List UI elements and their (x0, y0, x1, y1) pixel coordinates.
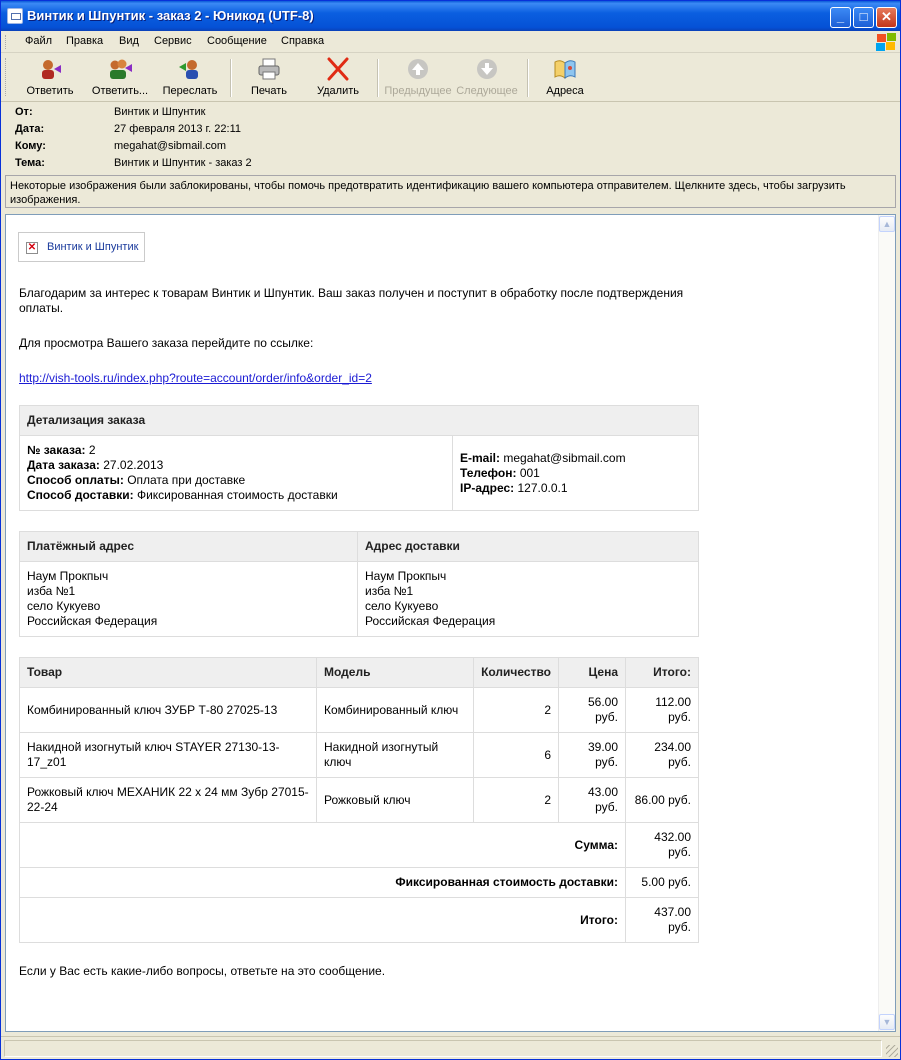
reply-all-label: Ответить... (91, 85, 149, 97)
thanks-text: Благодарим за интерес к товарам Винтик и Шпунтик. Ваш заказ получен и поступит в обработку после подтверждения оплаты. (19, 286, 684, 315)
price-amount: 39.00 (587, 740, 618, 754)
status-bar (1, 1036, 900, 1059)
from-value: Винтик и Шпунтик (114, 106, 206, 118)
from-label: От: (15, 106, 33, 118)
broken-image-icon: ✕ (27, 242, 37, 253)
next-icon (474, 57, 500, 81)
delete-button[interactable] (309, 57, 367, 99)
col-model-header: Модель (317, 658, 474, 688)
total-currency: руб. (668, 710, 691, 724)
phone-value: 001 (519, 465, 540, 480)
product-name: Накидной изогнутый ключ STAYER 27130-13-17_z01 (20, 733, 317, 778)
order-details-table (19, 405, 699, 511)
product-model: Рожковый ключ (317, 778, 474, 823)
subtotal-row (20, 823, 699, 868)
menu-view[interactable]: Вид (119, 35, 139, 47)
status-pane (4, 1040, 882, 1057)
subject-label: Тема: (15, 157, 45, 169)
price-currency: руб. (595, 710, 618, 724)
forward-label: Переслать (162, 85, 218, 97)
view-order-prompt: Для просмотра Вашего заказа перейдите по ссылке: (19, 336, 314, 350)
blocked-images-infobar[interactable]: Некоторые изображения были заблокированы, чтобы помочь предотвратить идентификацию вашего компьютера отправителем. Щелкните здесь, чтобы загрузить изображения. (5, 175, 896, 208)
product-qty: 6 (474, 733, 559, 778)
product-qty: 2 (474, 688, 559, 733)
customer-info-cell (453, 436, 699, 511)
toolbar-separator (377, 59, 379, 97)
grand-total-amount: 437.00 (654, 905, 691, 919)
payment-address-line: Российская Федерация (27, 614, 158, 628)
window-title: Винтик и Шпунтик - заказ 2 - Юникод (UTF-8) (27, 8, 314, 23)
order-date-label: Дата заказа: (27, 458, 100, 472)
price-amount: 43.00 (587, 785, 618, 799)
print-button[interactable] (241, 57, 297, 99)
toolbar-separator (230, 59, 232, 97)
reply-label: Ответить (26, 85, 74, 97)
shipping-address (358, 562, 699, 637)
shipping-address-line: село Кукуево (365, 599, 439, 613)
next-label: Следующее (456, 85, 518, 97)
order-details-header: Детализация заказа (20, 406, 699, 436)
order-date: 27.02.2013 (103, 458, 164, 472)
delete-label: Удалить (317, 85, 359, 97)
menu-file[interactable]: Файл (25, 35, 53, 47)
table-row (20, 778, 699, 823)
product-qty: 2 (474, 778, 559, 823)
product-model: Накидной изогнутый ключ (317, 733, 474, 778)
subtotal-amount: 432.00 (654, 830, 691, 844)
address-book-icon (552, 57, 578, 81)
message-icon (7, 8, 23, 24)
message-headers (1, 103, 900, 175)
menu-bar (1, 31, 900, 53)
next-button[interactable] (455, 57, 519, 99)
menu-tools[interactable]: Сервис (154, 35, 192, 47)
shipping-address-line: изба №1 (365, 584, 414, 598)
windows-logo-icon (875, 32, 897, 52)
address-book-button[interactable] (541, 57, 589, 99)
title-bar[interactable] (1, 1, 900, 31)
menu-grip (5, 35, 8, 49)
reply-button[interactable] (21, 57, 79, 99)
delete-icon (325, 57, 351, 81)
table-row (20, 733, 699, 778)
vertical-scrollbar[interactable] (878, 215, 895, 1031)
payment-address (20, 562, 358, 637)
message-body (5, 214, 896, 1032)
shipping-cost-row (20, 868, 699, 898)
order-number: 2 (88, 443, 96, 457)
payment-method-label: Способ оплаты: (27, 473, 124, 487)
minimize-button[interactable]: _ (830, 7, 851, 28)
shipping-method-label: Способ доставки: (27, 488, 134, 502)
subtotal-currency: руб. (668, 845, 691, 859)
order-number-label: № заказа: (27, 443, 86, 457)
subject-value: Винтик и Шпунтик - заказ 2 (114, 157, 252, 169)
ip-value: 127.0.0.1 (517, 480, 568, 495)
close-button[interactable]: ✕ (876, 7, 897, 28)
product-model: Комбинированный ключ (317, 688, 474, 733)
shipping-cost-label: Фиксированная стоимость доставки: (20, 868, 626, 898)
product-price (559, 688, 626, 733)
order-link[interactable]: http://vish-tools.ru/index.php?route=account/order/info&order_id=2 (19, 371, 372, 385)
total-amount: 112.00 (655, 695, 691, 709)
product-price (559, 733, 626, 778)
toolbar-separator (527, 59, 529, 97)
order-info-cell (20, 436, 453, 511)
menu-message[interactable]: Сообщение (207, 35, 267, 47)
product-total (626, 688, 699, 733)
date-label: Дата: (15, 123, 45, 135)
payment-address-line: село Кукуево (27, 599, 101, 613)
resize-grip-icon[interactable] (886, 1045, 898, 1057)
toolbar-grip (5, 58, 8, 96)
print-label: Печать (250, 85, 288, 97)
shipping-method: Фиксированная стоимость доставки (136, 488, 338, 502)
grand-total-currency: руб. (668, 920, 691, 934)
grand-total-row (20, 898, 699, 943)
reply-all-icon (107, 57, 133, 81)
ip-label: IP-адрес: (460, 480, 515, 495)
email-value: megahat@sibmail.com (503, 450, 626, 465)
products-table (19, 657, 699, 943)
total-currency: руб. (668, 755, 691, 769)
payment-address-header: Платёжный адрес (20, 532, 358, 562)
addresses-table (19, 531, 699, 637)
store-logo-image[interactable] (18, 232, 145, 262)
to-value: megahat@sibmail.com (114, 140, 227, 152)
col-price-header: Цена (559, 658, 626, 688)
payment-address-line: Наум Прокпыч (27, 569, 109, 583)
col-total-header: Итого: (626, 658, 699, 688)
total-amount: 86.00 руб. (634, 792, 691, 807)
col-qty-header: Количество (474, 658, 559, 688)
subtotal-label: Сумма: (20, 823, 626, 868)
toolbar (1, 54, 900, 102)
subtotal-value (626, 823, 699, 868)
email-label: E-mail: (460, 450, 501, 465)
grand-total-value (626, 898, 699, 943)
price-currency: руб. (595, 800, 618, 814)
grand-total-label: Итого: (20, 898, 626, 943)
previous-icon (405, 57, 431, 81)
payment-address-line: изба №1 (27, 584, 76, 598)
forward-icon (177, 57, 203, 81)
logo-alt-text: Винтик и Шпунтик (47, 241, 139, 253)
previous-label: Предыдущее (384, 85, 452, 97)
forward-button[interactable] (161, 57, 219, 99)
to-label: Кому: (15, 140, 46, 152)
phone-label: Телефон: (460, 465, 517, 480)
product-total (626, 733, 699, 778)
print-icon (256, 57, 282, 81)
product-total (626, 778, 699, 823)
reply-all-button[interactable] (87, 57, 153, 99)
date-value: 27 февраля 2013 г. 22:11 (114, 123, 241, 135)
menu-edit[interactable]: Правка (66, 35, 104, 47)
address-book-label: Адреса (546, 85, 584, 97)
shipping-address-line: Наум Прокпыч (365, 569, 447, 583)
payment-method: Оплата при доставке (127, 473, 246, 487)
scroll-down-icon[interactable]: ▼ (879, 1014, 895, 1030)
col-product-header: Товар (20, 658, 317, 688)
table-row (20, 688, 699, 733)
shipping-cost-value: 5.00 руб. (626, 868, 699, 898)
scroll-up-icon[interactable]: ▲ (879, 216, 895, 232)
product-price (559, 778, 626, 823)
product-name: Комбинированный ключ ЗУБР Т-80 27025-13 (20, 688, 317, 733)
shipping-address-line: Российская Федерация (365, 614, 496, 628)
maximize-button[interactable]: □ (853, 7, 874, 28)
footer-text: Если у Вас есть какие-либо вопросы, ответьте на это сообщение. (19, 964, 386, 978)
price-amount: 56.00 (587, 695, 618, 709)
reply-icon (37, 57, 63, 81)
product-name: Рожковый ключ МЕХАНИК 22 х 24 мм Зубр 27015-22-24 (20, 778, 317, 823)
price-currency: руб. (595, 755, 618, 769)
shipping-address-header: Адрес доставки (358, 532, 699, 562)
menu-help[interactable]: Справка (281, 35, 325, 47)
previous-button[interactable] (383, 57, 453, 99)
total-amount: 234.00 (654, 740, 691, 754)
